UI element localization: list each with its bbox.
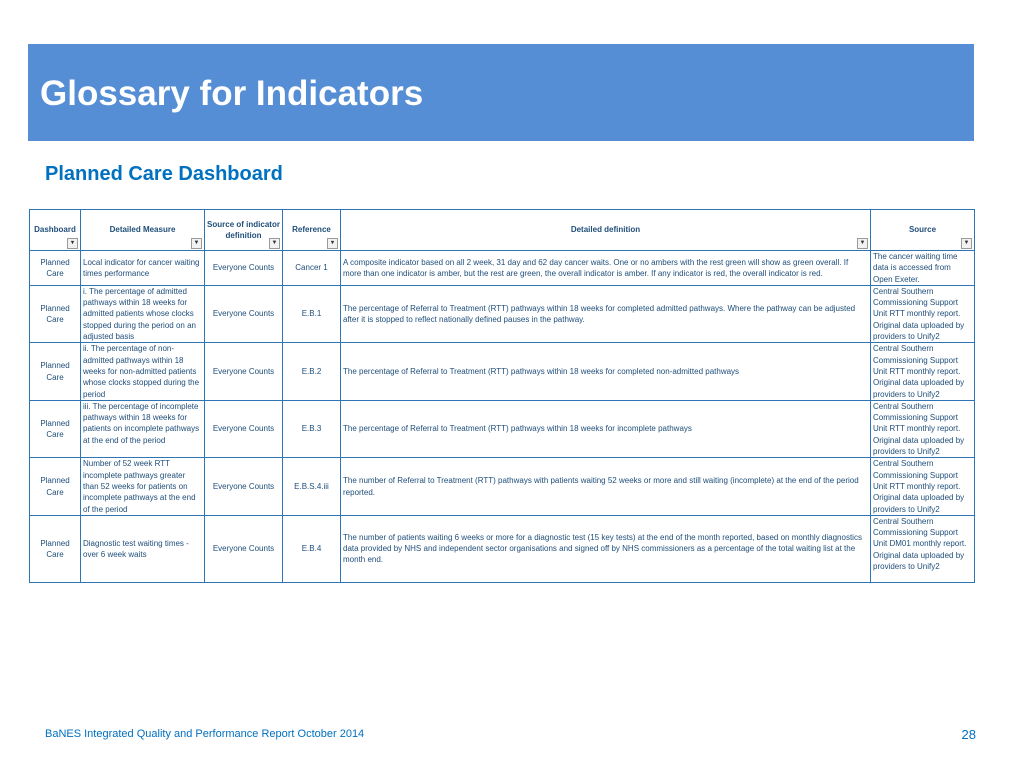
table-row [30,285,975,342]
cell-definition: The number of Referral to Treatment (RTT) pathways with patients waiting 52 weeks or more and still waiting (incomplete) at the end of the period reported. [341,458,871,515]
header-label: Dashboard [34,225,76,235]
cell-measure: Local indicator for cancer waiting times performance [81,251,205,286]
table-header-row [30,210,975,251]
cell-dashboard: Planned Care [30,400,81,457]
page-title: Glossary for Indicators [40,74,424,113]
header-detailed-definition [341,210,871,251]
table-row [30,400,975,457]
cell-dashboard: Planned Care [30,515,81,582]
cell-measure: iii. The percentage of incomplete pathways within 18 weeks for patients on incomplete pathways at the end of the period [81,400,205,457]
footer-report-title: BaNES Integrated Quality and Performance Report October 2014 [45,728,365,740]
table-row [30,458,975,515]
header-dashboard [30,210,81,251]
cell-definition: A composite indicator based on all 2 week, 31 day and 62 day cancer waits. One or no ambers with the rest green will show as green overall. If more than one indicator is amber, but the rest are green, the overall indicator is amber. If any indicator is red, the overall indicator is red. [341,251,871,286]
cell-source-def: Everyone Counts [205,515,283,582]
cell-definition: The percentage of Referral to Treatment (RTT) pathways within 18 weeks for completed admitted pathways. Where the pathway can be adjusted after it is stopped to reflect nationally defined pauses in the pathway. [341,285,871,342]
cell-source: Central Southern Commissioning Support Unit RTT monthly report. Original data uploaded by providers to Unify2 [871,458,975,515]
cell-dashboard: Planned Care [30,343,81,400]
cell-source: Central Southern Commissioning Support Unit RTT monthly report. Original data uploaded by providers to Unify2 [871,400,975,457]
cell-measure: Diagnostic test waiting times - over 6 week waits [81,515,205,582]
dropdown-arrow-icon[interactable]: ▼ [191,238,202,249]
cell-dashboard: Planned Care [30,285,81,342]
table-row [30,251,975,286]
cell-source: Central Southern Commissioning Support Unit RTT monthly report. Original data uploaded by providers to Unify2 [871,343,975,400]
dropdown-arrow-icon[interactable]: ▼ [961,238,972,249]
table-row [30,343,975,400]
header-label: Detailed definition [570,225,641,235]
dropdown-arrow-icon[interactable]: ▼ [857,238,868,249]
cell-reference: E.B.2 [283,343,341,400]
header-source [871,210,975,251]
cell-reference: E.B.4 [283,515,341,582]
cell-definition: The percentage of Referral to Treatment (RTT) pathways within 18 weeks for completed non-admitted pathways [341,343,871,400]
cell-source: Central Southern Commissioning Support Unit DM01 monthly report. Original data uploaded by providers to Unify2 [871,515,975,582]
filter-sort-icon[interactable]: ▾ [327,238,338,249]
header-label: Detailed Measure [109,225,176,235]
cell-source-def: Everyone Counts [205,343,283,400]
cell-reference: E.B.3 [283,400,341,457]
cell-source-def: Everyone Counts [205,251,283,286]
cell-measure: ii. The percentage of non-admitted pathways within 18 weeks for non-admitted patients whose clocks stopped during the period [81,343,205,400]
filter-sort-icon[interactable]: ▾ [67,238,78,249]
header-label: Source of indicator definition [207,219,280,240]
cell-source: Central Southern Commissioning Support Unit RTT monthly report. Original data uploaded by providers to Unify2 [871,285,975,342]
cell-reference: Cancer 1 [283,251,341,286]
page-number: 28 [961,727,976,742]
cell-measure: i. The percentage of admitted pathways within 18 weeks for admitted patients whose clocks stopped during the period on an adjusted basis [81,285,205,342]
title-banner [28,44,974,141]
cell-source-def: Everyone Counts [205,400,283,457]
cell-definition: The number of patients waiting 6 weeks or more for a diagnostic test (15 key tests) at the end of the month reported, based on monthly diagnostics data provided by NHS and independent sector organisations and signed off by NHS commissioners as a percentage of the total waiting list at the month end. [341,515,871,582]
cell-measure: Number of 52 week RTT incomplete pathways greater than 52 weeks for patients on incomplete pathways at the end of the period [81,458,205,515]
cell-dashboard: Planned Care [30,251,81,286]
section-subtitle: Planned Care Dashboard [45,163,283,185]
header-reference [283,210,341,251]
cell-dashboard: Planned Care [30,458,81,515]
cell-reference: E.B.1 [283,285,341,342]
header-label: Source [908,225,937,235]
header-label: Reference [292,225,331,235]
dropdown-arrow-icon[interactable]: ▼ [269,238,280,249]
cell-source-def: Everyone Counts [205,285,283,342]
cell-reference: E.B.S.4.iii [283,458,341,515]
header-detailed-measure [81,210,205,251]
cell-source-def: Everyone Counts [205,458,283,515]
table-row [30,515,975,582]
cell-source: The cancer waiting time data is accessed from Open Exeter. [871,251,975,286]
glossary-table [29,209,975,583]
header-source-of-definition [205,210,283,251]
cell-definition: The percentage of Referral to Treatment (RTT) pathways within 18 weeks for incomplete pathways [341,400,871,457]
